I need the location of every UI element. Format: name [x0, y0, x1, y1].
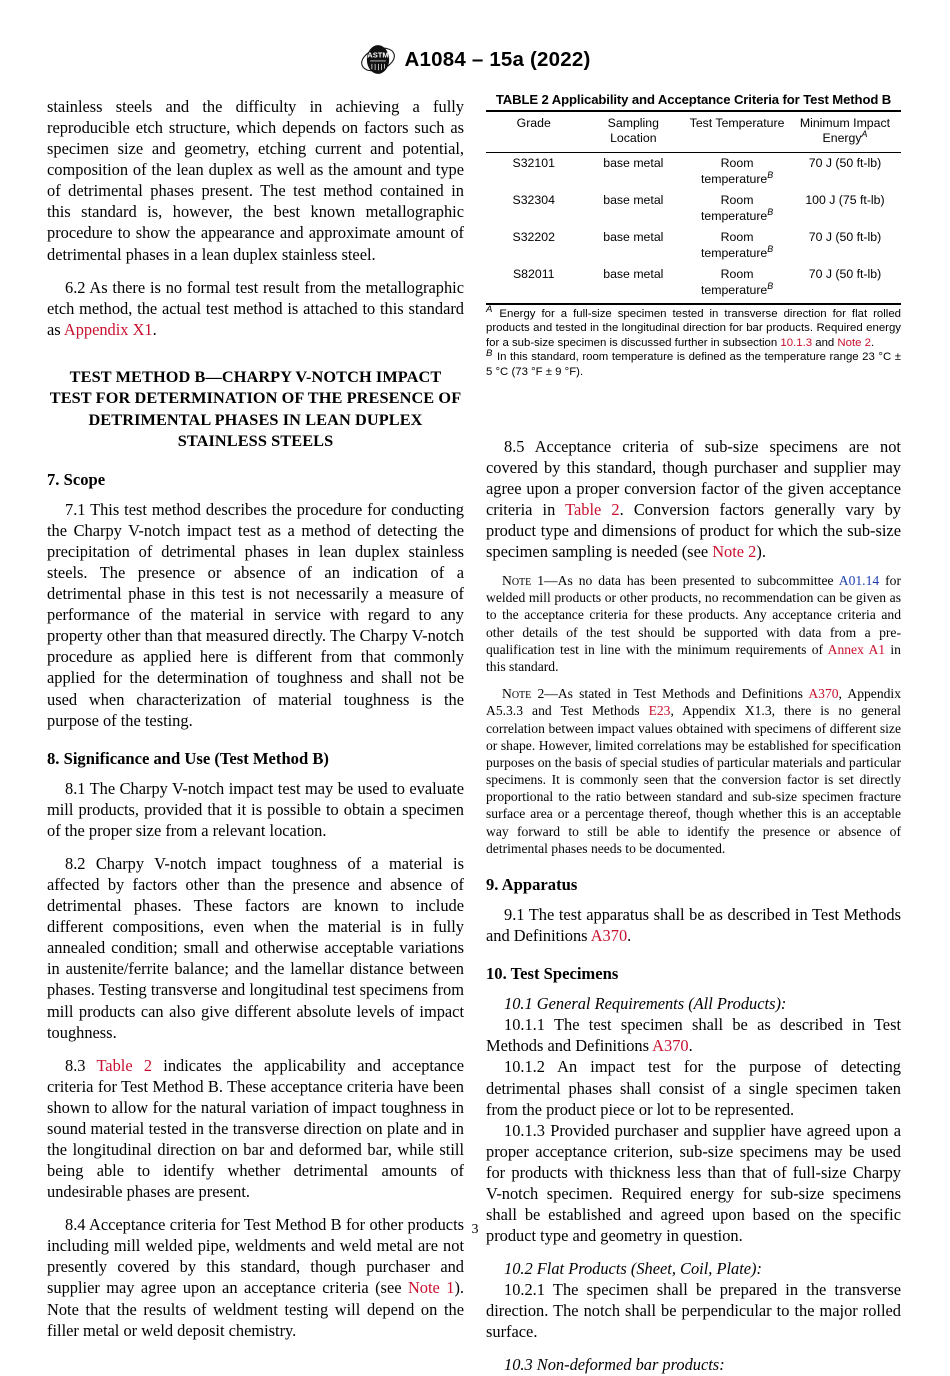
paragraph-9-1-text: 9.1 The test apparatus shall be as described in Test Methods and Definitions: [486, 905, 901, 946]
note-2-label: Note: [502, 686, 532, 702]
note-1-text: As no data has been presented to subcommittee: [557, 573, 839, 589]
footnote-a-mark: A: [486, 303, 493, 315]
paragraph-10-1-1-tail: .: [688, 1036, 693, 1056]
link-a370[interactable]: A370: [808, 686, 839, 702]
table-row: [486, 152, 901, 189]
link-note-2[interactable]: Note 2: [712, 541, 757, 561]
paragraph-10-2: 10.2 Flat Products (Sheet, Coil, Plate):: [504, 1259, 762, 1279]
test-method-b-title: TEST METHOD B—CHARPY V-NOTCH IMPACT TEST FOR DETERMINATION OF THE PRESENCE OF DETRIMENTAL PHASES IN LEAN DUPLEX STAINLESS STEELS: [49, 366, 462, 451]
table-row: [486, 190, 901, 227]
footnote-a: [486, 303, 901, 351]
cell-minimum-impact-energy: 70 J (50 ft-lb): [808, 229, 882, 244]
link-a370[interactable]: A370: [652, 1036, 689, 1056]
note-2-mid: , Appendix A5.3.3 and Test Methods: [486, 686, 901, 719]
paragraph-10-1-3: 10.1.3 Provided purchaser and supplier have agreed upon a proper acceptance criterion, sub-size specimens may be used for products with thickness less than that of full-size Charpy V-notch specimen. Required energy for sub-size specimens shall be established and agreed upon based on the specific product type and geometry in question.: [486, 1120, 901, 1246]
heading-10-test-specimens: 10. Test Specimens: [486, 964, 619, 984]
paragraph-8-5-mid: . Conversion factors generally vary by product type and dimensions of product for which the sub-size specimen sampling is needed (see: [486, 499, 901, 561]
paragraph-6-2: [47, 277, 464, 340]
column-header-minimum-impact-energy-label: Minimum Impact Energy: [799, 116, 891, 146]
page-title: A1084 – 15a (2022): [404, 47, 591, 71]
paragraph-10-1-2: 10.1.2 An impact test for the purpose of detecting detrimental phases shall consist of a single specimen taken from the product piece or lot to be represented.: [486, 1057, 901, 1119]
paragraph-10-2-1: 10.2.1 The specimen shall be prepared in the transverse direction. The notch shall be perpendicular to the major rolled surface.: [486, 1280, 901, 1342]
cell-test-temperature-value: Room temperature: [700, 192, 768, 223]
paragraph-8-3-text: indicates the applicability and acceptance criteria for Test Method B. These acceptance criteria have been shown to allow for the natural variation of impact toughness in sound material tested in the transverse direction on plate and in the longitudinal direction on bar and deformed bar, while still being able to identify whether detrimental amounts of undesirable phases are present.: [47, 1055, 464, 1202]
table-2-grid: [486, 110, 901, 303]
table-2-footnotes: [486, 305, 901, 380]
link-appendix-x1[interactable]: Appendix X1: [63, 319, 153, 339]
table-2-caption: TABLE 2 Applicability and Acceptance Criteria for Test Method B: [495, 92, 892, 107]
paragraph-6-2-tail: .: [152, 319, 157, 339]
paragraph-7-1: 7.1 This test method describes the procedure for conducting the Charpy V-notch impact test as a method of detecting the precipitation of detrimental phases in lean duplex stainless steels. The presence or absence of an indication of a detrimental phase in this test is not necessarily a measure of performance of the material in service with regard to any property other than that measured directly. The Charpy V-notch procedure as applied here is different from that commonly applied for the determination of toughness and shall not be used when characterization of material toughness is the purpose of the testing.: [47, 499, 464, 730]
cell-minimum-impact-energy: 70 J (50 ft-lb): [808, 266, 882, 281]
cell-sampling-location: base metal: [603, 155, 664, 170]
paragraph-8-5-text: 8.5 Acceptance criteria of sub-size specimens are not covered by this standard, though purchaser and supplier may agree upon a proper conversion factor of the given acceptance criteria in: [486, 436, 901, 519]
note-2-number: 2—: [531, 686, 558, 702]
cell-test-temperature-value: Room temperature: [700, 155, 768, 186]
note-1-mid: for welded mill products or other products, no recommendation can be given as to the acceptance criteria for these products. Any acceptance criteria and other details of the test should be supported with data from a pre-qualification test in line with the minimum requirements of: [486, 573, 902, 657]
paragraph-10-1: 10.1 General Requirements (All Products):: [504, 994, 787, 1014]
paragraph-10-3: 10.3 Non-deformed bar products:: [504, 1355, 725, 1375]
footnote-a-text: Energy for a full-size specimen tested in transverse direction for flat rolled products and tested in the longitudinal direction for bar products. Required energy for a sub-size specimen is discussed further in subsection: [486, 307, 901, 349]
table-row-header: [486, 111, 901, 152]
column-header-minimum-impact-energy: [789, 111, 901, 152]
link-annex-a1[interactable]: Annex A1: [827, 641, 886, 657]
note-1-label: Note: [502, 573, 532, 589]
cell-sampling-location: base metal: [603, 266, 664, 281]
cell-minimum-impact-energy: 100 J (75 ft-lb): [805, 192, 885, 207]
paragraph-8-3-number: 8.3: [65, 1055, 97, 1075]
footnote-ref-b: B: [767, 280, 774, 291]
column-header-sampling-location-label: Sampling Location: [607, 116, 659, 146]
right-column: [486, 92, 901, 1376]
note-2-text: As stated in Test Methods and Definitions: [557, 686, 809, 702]
cell-test-temperature: [685, 227, 789, 264]
page-number: 3: [471, 1222, 479, 1237]
footnote-a-mid: and: [812, 336, 838, 349]
cell-minimum-impact-energy: 70 J (50 ft-lb): [808, 155, 882, 170]
paragraph-9-1-tail: .: [627, 926, 632, 946]
link-e23[interactable]: E23: [648, 703, 671, 719]
link-10-1-3[interactable]: 10.1.3: [780, 336, 813, 349]
paragraph-8-4-text: 8.4 Acceptance criteria for Test Method B for other products including mill welded pipe, weldments and weld metal are not presently covered by this standard, though purchaser and supplier may agree upon an acceptance criteria (see: [47, 1215, 464, 1298]
cell-grade: S32202: [512, 229, 555, 244]
heading-9-apparatus: 9. Apparatus: [486, 875, 578, 895]
cell-test-temperature: [685, 152, 789, 189]
paragraph-8-3: [47, 1055, 464, 1203]
note-1-tail: in this standard.: [486, 641, 901, 674]
column-header-grade-label: Grade: [516, 116, 551, 130]
table-row: [486, 264, 901, 303]
paragraph-6-2-text: 6.2 As there is no formal test result from the metallographic etch method, the actual test method is attached to this standard as: [47, 277, 464, 339]
table-row: [486, 227, 901, 264]
cell-sampling-location: base metal: [603, 192, 664, 207]
footnote-ref-b: B: [767, 169, 774, 180]
cell-test-temperature: [685, 190, 789, 227]
footnote-ref-b: B: [767, 206, 774, 217]
cell-test-temperature-value: Room temperature: [700, 229, 768, 260]
note-1: [486, 572, 901, 675]
cell-sampling-location: base metal: [603, 229, 664, 244]
svg-text:ASTM: ASTM: [366, 50, 389, 60]
paragraph-8-2: 8.2 Charpy V-notch impact toughness of a material is affected by factors other than the presence and absence of detrimental phases. These factors are known to include different compositions, even when the material is in fully annealed condition; small and otherwise acceptable variations in austenite/ferrite balance; and the lamellar distance between phases. Testing transverse and longitudinal test specimens from mill products can also give different absolute levels of impact toughness.: [47, 853, 464, 1042]
footnote-b-text: In this standard, room temperature is defined as the temperature range 23 °C ± 5 °C (73 °F ± 9 °F).: [486, 351, 901, 378]
column-header-grade: [486, 111, 581, 152]
cell-test-temperature: [685, 264, 789, 303]
paragraph-8-5-tail: ).: [756, 541, 766, 561]
link-table-2[interactable]: Table 2: [96, 1055, 153, 1075]
paragraph-10-1-1-text: 10.1.1 The test specimen shall be as described in Test Methods and Definitions: [486, 1015, 901, 1056]
column-header-test-temperature-label: Test Temperature: [689, 116, 785, 130]
note-2-tail: , Appendix X1.3, there is no general correlation between impact values obtained with specimens of different size or shape. However, limited correlations may be established for specification purposes on the basis of special studies of particular materials and particular specimens. It is commonly seen that the conversion factor is set directly proportional to the ratio between standard and sub-size specimen fracture surface area or a percentage thereof, though whether this is an acceptable way forward to still be able to identify the presence or absence of detrimental phases needs to be documented.: [486, 703, 902, 856]
column-spacer: [486, 380, 901, 436]
paragraph-8-4-tail: ). Note that the results of weldment testing will depend on the filler metal or weld deposit chemistry.: [47, 1278, 464, 1340]
column-header-sampling-location: [581, 111, 685, 152]
column-header-test-temperature: [685, 111, 789, 152]
table-2: [486, 92, 901, 380]
link-a370[interactable]: A370: [590, 926, 628, 946]
heading-8-significance-and-use: 8. Significance and Use (Test Method B): [47, 748, 329, 768]
cell-grade: S32101: [512, 155, 555, 170]
paragraph-9-1: [486, 904, 901, 946]
heading-7-scope: 7. Scope: [47, 469, 106, 489]
left-column: [47, 96, 464, 1341]
footnote-ref-b: B: [767, 243, 774, 254]
footnote-ref-a: A: [861, 129, 868, 140]
cell-grade: S32304: [512, 192, 555, 207]
astm-logo-icon: [360, 44, 396, 75]
note-1-number: 1—: [531, 573, 558, 589]
page-header: [0, 44, 950, 75]
link-a01-14[interactable]: A01.14: [838, 573, 880, 589]
note-2: [486, 685, 901, 857]
link-note-2[interactable]: Note 2: [837, 336, 871, 349]
footnote-b: [486, 347, 901, 379]
cell-test-temperature-value: Room temperature: [700, 266, 768, 297]
table-2-body: [486, 152, 901, 302]
paragraph-continued: stainless steels and the difficulty in achieving a fully reproducible etch structure, which depends on factors such as specimen size and geometry, etching current and potential, composition of the lean duplex as well as the amount and type of detrimental phases present. The test method contained in this standard is, however, the best known metallographic procedure to show the appearance and approximate amount of detrimental phases in a lean duplex stainless steel.: [47, 97, 464, 264]
paragraph-8-1: 8.1 The Charpy V-notch impact test may be used to evaluate mill products, provided that it is possible to obtain a specimen of the proper size from a relevant location.: [47, 778, 464, 840]
footnote-b-mark: B: [486, 347, 493, 359]
footnote-a-tail: .: [870, 336, 875, 349]
link-table-2[interactable]: Table 2: [565, 499, 620, 519]
paragraph-8-5: [486, 436, 901, 562]
cell-grade: S82011: [512, 266, 555, 281]
paragraph-10-1-1: [486, 1014, 901, 1056]
link-note-1[interactable]: Note 1: [407, 1278, 455, 1298]
